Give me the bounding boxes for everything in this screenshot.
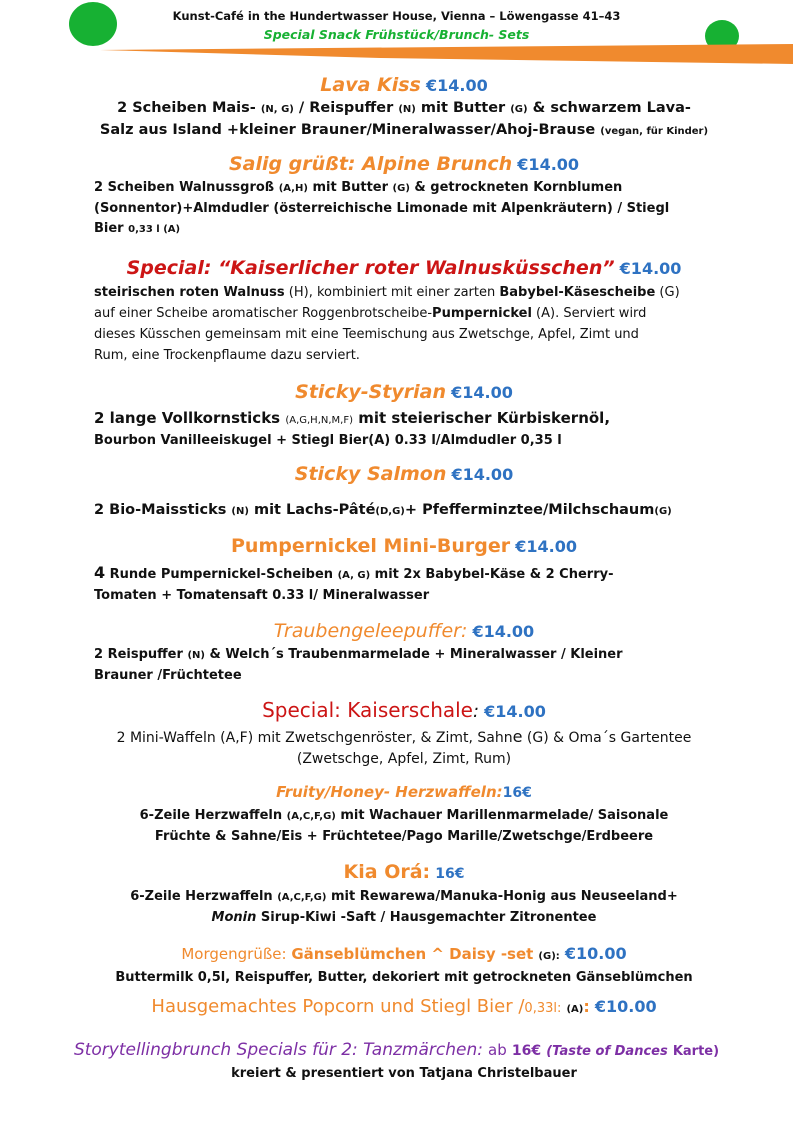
item-title: Salig grüßt: Alpine Brunch — [228, 153, 513, 175]
item-popcorn-heading — [94, 996, 714, 1017]
desc-text: Runde Pumpernickel-Scheiben — [105, 567, 338, 582]
item-kia-ora-heading — [94, 861, 714, 883]
desc-text: mit steierischer Kürbiskernöl, — [353, 409, 611, 427]
item-pumpernickel-desc — [94, 563, 714, 606]
allergen: (A,C,F,G) — [286, 811, 336, 822]
desc-text: e — [512, 727, 523, 746]
desc-highlight: Pumpernickel — [432, 306, 532, 321]
desc-text: Bourbon Vanilleeiskugel + Stiegl Bier(A) 0.33 l/Almdudler 0,35 l — [94, 433, 562, 448]
allergen: (G) — [510, 104, 528, 115]
desc-text: (G) & Oma´s Gartentee — [522, 730, 692, 746]
desc-text: Brauner /Früchtetee — [94, 668, 242, 683]
item-kaiserschale-heading — [94, 698, 714, 722]
item-price: €14.00 — [517, 155, 580, 174]
desc-text: (H), kombiniert mit einer zarten — [284, 285, 500, 300]
desc-text: 4 — [94, 563, 106, 582]
desc-text: Sirup-Kiwi -Saft / Hausgemachter Zitronentee — [256, 910, 597, 925]
storytelling-karte: Karte) — [672, 1044, 720, 1059]
item-price: 16€ — [435, 866, 465, 882]
desc-text: / Reispuffer — [293, 100, 399, 116]
desc-text: mit 2x Babybel-Käse & 2 Cherry- — [370, 567, 614, 582]
desc-text: & schwarzem Lava- — [527, 100, 691, 116]
item-price: €10.00 — [564, 944, 627, 963]
desc-text: & getrockneten Kornblumen — [409, 180, 623, 195]
item-lava-kiss-heading — [94, 74, 714, 96]
item-title: Fruity/Honey- Herzwaffeln: — [276, 783, 503, 801]
desc-text: Salz aus Island +kleiner Brauner/Mineralwasser/Ahoj-Brause — [99, 122, 601, 138]
allergen: (N) — [231, 506, 249, 517]
desc-text: 2 Bio-Maissticks — [94, 502, 232, 518]
item-title-bold: Gänseblümchen ^ Daisy -set — [291, 945, 534, 963]
storytelling-heading — [30, 1040, 763, 1060]
item-price: €14.00 — [619, 259, 682, 278]
item-price: 16€ — [502, 785, 532, 801]
desc-text: 2 Scheiben Mais- — [117, 100, 261, 116]
allergen: (N) — [398, 104, 416, 115]
item-morgengruesse-heading — [94, 944, 714, 963]
item-volume: 0,33l: — [524, 1001, 562, 1016]
item-title: Traubengeleepuffer: — [273, 620, 468, 642]
item-colon: : — [472, 701, 480, 722]
item-price: €14.00 — [484, 702, 546, 721]
desc-text: auf einer Scheibe aromatischer Roggenbrotscheibe- — [94, 306, 433, 321]
item-lava-kiss-desc — [94, 98, 714, 142]
item-title: Special: Kaiserschale — [262, 698, 473, 722]
item-sticky-styrian-desc — [94, 408, 714, 451]
desc-text: (A). Serviert wird — [531, 306, 647, 321]
item-price: €14.00 — [425, 76, 488, 95]
item-sticky-salmon-desc — [94, 500, 714, 522]
desc-text: + Pfefferminztee/Milchschaum — [404, 502, 655, 518]
allergen: (A,G,H,N,M,F) — [285, 415, 353, 426]
item-kaiserschale-desc — [94, 726, 714, 770]
item-title: Kia Orá: — [343, 861, 431, 883]
header-subtitle: Special Snack Frühstück/Brunch- Sets — [263, 27, 530, 42]
allergen: (N) — [187, 650, 205, 661]
desc-text: 2 Reispuffer — [94, 647, 188, 662]
item-title: Morgengrüße: — [181, 945, 292, 963]
desc-text: Monin — [211, 910, 257, 925]
allergen: (G) — [392, 183, 410, 194]
allergen: (A,H) — [278, 183, 308, 194]
item-traubengeleepuffer-heading — [94, 620, 714, 642]
allergen: (N, G) — [260, 104, 294, 115]
item-herzwaffeln-heading — [94, 782, 714, 801]
item-title: Pumpernickel Mini-Burger — [231, 535, 511, 557]
item-sticky-salmon-heading — [94, 463, 714, 485]
desc-text: Früchte & Sahne/Eis + Früchtetee/Pago Marille/Zwetschge/Erdbeere — [154, 829, 654, 844]
item-price: €14.00 — [451, 383, 513, 402]
item-sticky-styrian-heading — [94, 381, 714, 403]
storytelling-ab: ab — [488, 1041, 507, 1059]
item-traubengeleepuffer-desc — [94, 645, 714, 686]
item-alpine-brunch-heading — [94, 153, 714, 175]
desc-text: 6-Zeile Herzwaffeln — [139, 808, 287, 823]
allergen: (D,G) — [375, 506, 405, 517]
desc-text: mit Wachauer Marillenmarmelade/ Saisonale — [335, 808, 669, 823]
desc-text: dieses Küsschen gemeinsam mit eine Teemischung aus Zwetschge, Apfel, Zimt und — [94, 327, 639, 342]
allergen: (G): — [538, 951, 560, 962]
desc-text: (Zwetschge, Apfel, Zimt, Rum) — [296, 751, 512, 767]
item-title: Special: “Kaiserlicher roter Walnusküsschen” — [126, 257, 615, 279]
item-herzwaffeln-desc — [94, 806, 714, 847]
item-price: €14.00 — [451, 465, 514, 484]
storytelling-price: 16€ — [511, 1043, 542, 1059]
storytelling-paren: (Taste of Dances — [546, 1044, 668, 1059]
header-address: Kunst-Café in the Hundertwasser House, Vienna – Löwengasse 41–43 — [172, 9, 621, 23]
desc-text: Buttermilk 0,5l, Reispuffer, Butter, dekoriert mit getrockneten Gänseblümchen — [115, 970, 693, 985]
desc-highlight: steirischen roten Walnuss — [94, 285, 285, 300]
item-price: €10.00 — [594, 997, 657, 1016]
desc-text: 2 Mini-Waffeln (A,F) mit Zwetschgenröster, & Zimt, Sahn — [116, 730, 513, 746]
desc-text: 6-Zeile Herzwaffeln — [130, 889, 278, 904]
storytelling-subtitle: kreiert & presentiert von Tatjana Christelbauer — [231, 1066, 577, 1081]
desc-text: mit Lachs-Pâté — [248, 502, 376, 518]
item-colon: : — [583, 997, 590, 1016]
item-pumpernickel-heading — [94, 535, 714, 557]
allergen: (A,C,F,G) — [277, 892, 327, 903]
desc-text: Rum, eine Trockenpflaume dazu serviert. — [94, 348, 360, 363]
item-alpine-brunch-desc — [94, 178, 714, 240]
desc-text: Tomaten + Tomatensaft 0.33 l/ Mineralwasser — [94, 588, 430, 603]
desc-text: mit Rewarewa/Manuka-Honig aus Neuseeland+ — [326, 889, 678, 904]
desc-text: 2 Scheiben Walnussgroß — [94, 180, 279, 195]
allergen: 0,33 l (A) — [128, 224, 181, 235]
item-kia-ora-desc — [94, 887, 714, 928]
allergen: (G) — [654, 506, 672, 517]
item-price: €14.00 — [515, 537, 577, 556]
desc-text: Bier — [94, 221, 129, 236]
desc-text: mit Butter — [307, 180, 393, 195]
item-title: Hausgemachtes Popcorn und Stiegl Bier / — [151, 996, 525, 1017]
allergen: (vegan, für Kinder) — [600, 126, 709, 137]
desc-text: (Sonnentor)+Almdudler (österreichische Limonade mit Alpenkräutern) / Stiegl — [94, 201, 670, 216]
desc-highlight: Babybel-Käsescheibe — [499, 285, 656, 300]
desc-text: & Welch´s Traubenmarmelade + Mineralwasser / Kleiner — [204, 647, 623, 662]
item-title: Lava Kiss — [320, 74, 421, 96]
item-title: Sticky Salmon — [294, 463, 447, 485]
desc-text: 2 lange Vollkornsticks — [94, 409, 286, 427]
allergen: (A, G) — [337, 570, 371, 581]
item-price: €14.00 — [472, 622, 535, 641]
item-walnusskuesschen-heading — [94, 257, 714, 279]
desc-text: (G) — [655, 285, 680, 300]
item-walnusskuesschen-desc — [94, 282, 714, 366]
storytelling-title: Storytellingbrunch Specials für 2: Tanzmärchen: — [73, 1040, 483, 1060]
allergen: (A) — [566, 1004, 584, 1015]
item-title: Sticky-Styrian — [295, 381, 446, 403]
item-morgengruesse-desc — [94, 968, 714, 988]
desc-text: mit Butter — [415, 100, 511, 116]
